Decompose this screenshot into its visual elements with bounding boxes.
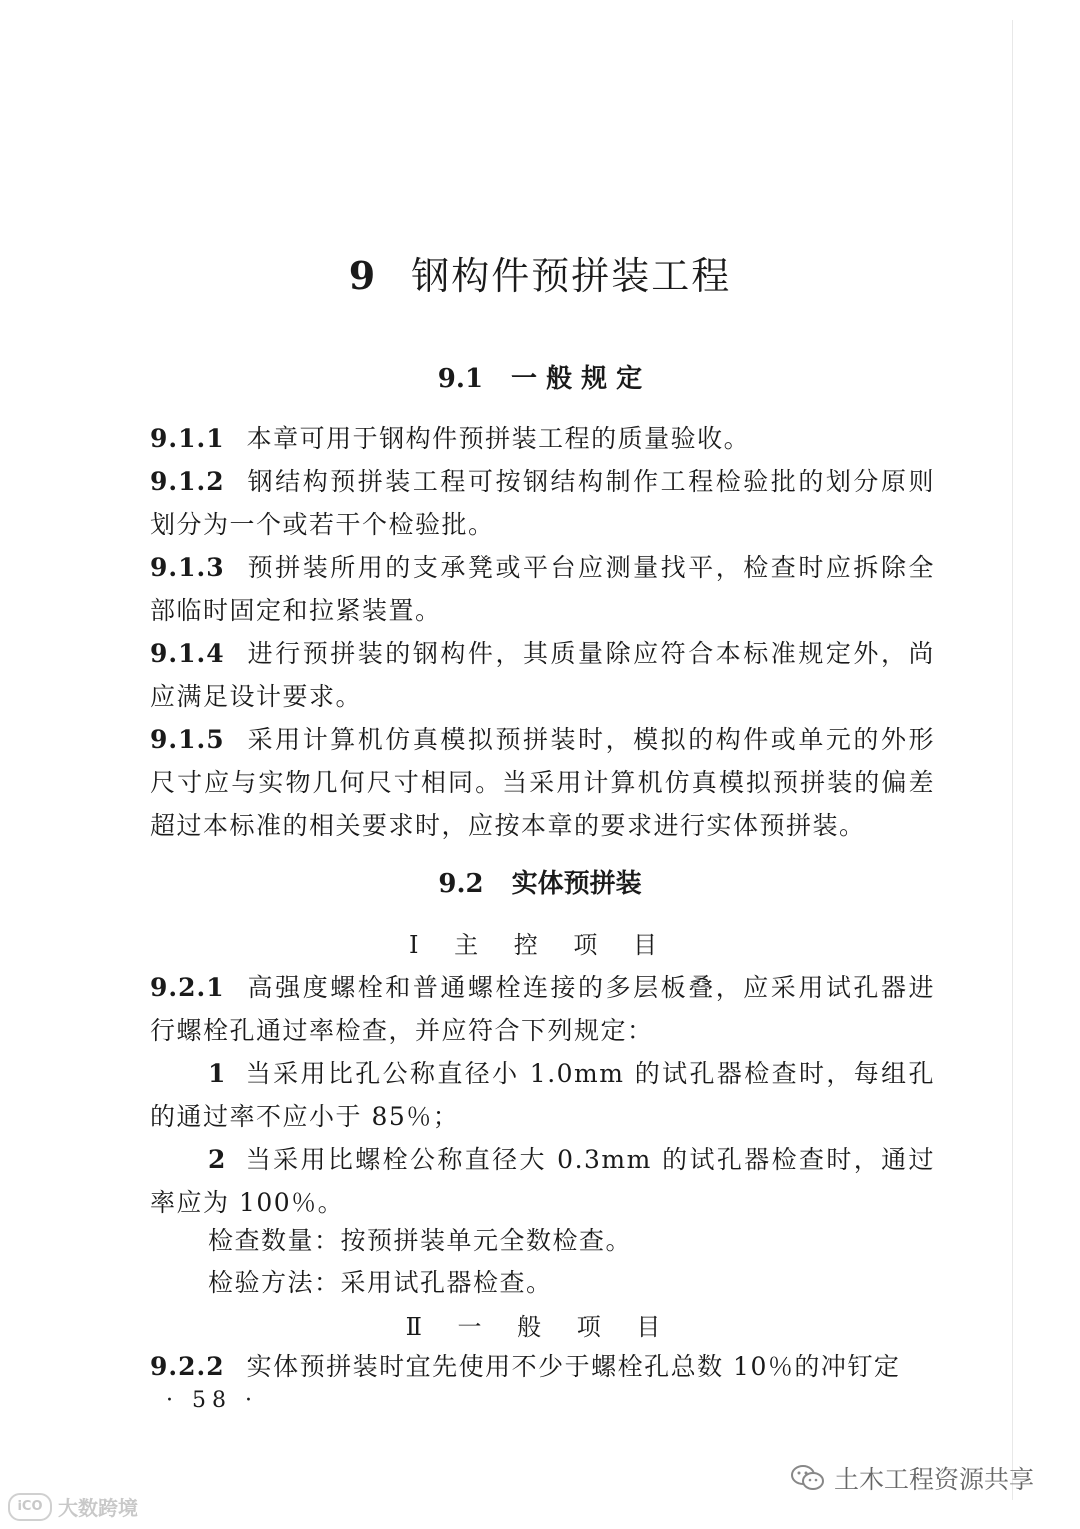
clause-text: 进行预拼装的钢构件，其质量除应符合本标准规定外，尚应满足设计要求。 [150, 639, 935, 711]
watermark-right [790, 1460, 1034, 1496]
item-number: 1 [208, 1059, 227, 1088]
clause-9-1-2 [150, 460, 935, 546]
clause-number: 9.2.1 [150, 973, 225, 1002]
clause-9-2-1 [150, 966, 935, 1052]
inspection-quantity: 检查数量：按预拼装单元全数检查。 [208, 1226, 633, 1255]
clause-9-1-5 [150, 718, 935, 847]
clause-text: 采用计算机仿真模拟预拼装时，模拟的构件或单元的外形尺寸应与实物几何尺寸相同。当采用计算机仿真模拟预拼装的偏差超过本标准的相关要求时，应按本章的要求进行实体预拼装。 [150, 725, 935, 840]
wechat-icon [790, 1463, 826, 1493]
clause-9-1-3 [150, 546, 935, 632]
chapter-number: 9 [348, 253, 378, 298]
chapter-title-text: 钢构件预拼装工程 [411, 254, 732, 298]
clause-number: 9.1.5 [150, 725, 225, 754]
watermark-logo-icon: iCO [8, 1493, 52, 1521]
watermark-left-text: 大数跨境 [58, 1496, 138, 1520]
chapter-title [0, 245, 1080, 300]
clause-text: 钢结构预拼装工程可按钢结构制作工程检验批的划分原则划分为一个或若干个检验批。 [150, 467, 935, 539]
watermark-right-text: 土木工程资源共享 [834, 1465, 1035, 1494]
section-number: 9.2 [438, 869, 484, 899]
section-number: 9.1 [437, 364, 484, 394]
page-edge-line [1012, 20, 1013, 1500]
clause-9-1-4 [150, 632, 935, 718]
item-text: 当采用比螺栓公称直径大 0.3mm 的试孔器检查时，通过率应为 100％。 [150, 1145, 935, 1217]
section-title-text: 实体预拼装 [511, 869, 642, 899]
item-number: 2 [208, 1145, 227, 1174]
clause-9-1-1 [150, 417, 935, 460]
watermark-left [8, 1492, 138, 1521]
clause-text: 实体预拼装时宜先使用不少于螺栓孔总数 10％的冲钉定 [246, 1352, 901, 1381]
section-title-text: 一 般 规 定 [511, 364, 643, 394]
subsection-main-control: Ⅰ 主 控 项 目 [409, 931, 671, 959]
clause-number: 9.1.3 [150, 553, 225, 582]
clause-number: 9.1.1 [150, 424, 225, 453]
clause-number: 9.1.4 [150, 639, 225, 668]
clause-text: 预拼装所用的支承凳或平台应测量找平，检查时应拆除全部临时固定和拉紧装置。 [150, 553, 935, 625]
clause-text: 高强度螺栓和普通螺栓连接的多层板叠，应采用试孔器进行螺栓孔通过率检查，并应符合下列规定： [150, 973, 935, 1045]
inspection-method: 检验方法：采用试孔器检查。 [208, 1268, 553, 1297]
section-title-9-2 [0, 863, 1080, 900]
list-item-1 [150, 1052, 935, 1138]
clause-9-2-2 [150, 1345, 935, 1388]
clause-number: 9.1.2 [150, 467, 225, 496]
subsection-general: Ⅱ 一 般 项 目 [405, 1313, 675, 1341]
clause-number: 9.2.2 [150, 1352, 225, 1381]
page-number: · 58 · [166, 1388, 258, 1413]
clause-text: 本章可用于钢构件预拼装工程的质量验收。 [246, 424, 751, 453]
item-text: 当采用比孔公称直径小 1.0mm 的试孔器检查时，每组孔的通过率不应小于 85％； [150, 1059, 935, 1131]
section-title-9-1 [0, 358, 1080, 395]
list-item-2 [150, 1138, 935, 1224]
